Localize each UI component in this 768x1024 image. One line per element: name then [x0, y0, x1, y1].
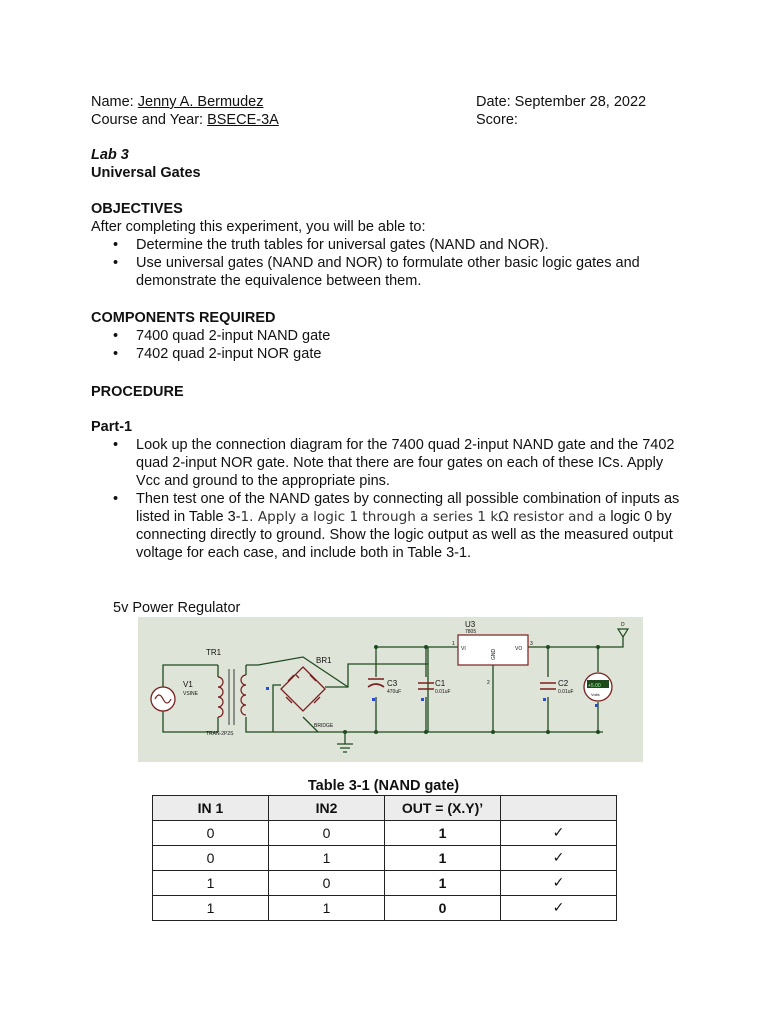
pin-marker	[421, 698, 424, 701]
list-item: • Determine the truth tables for universal gates (NAND and NOR).	[91, 236, 681, 254]
label-u3-part: 7805	[465, 629, 477, 635]
lab-title: Universal Gates	[91, 165, 201, 181]
label-c3-val: 470uF	[387, 689, 402, 695]
list-item: • Use universal gates (NAND and NOR) to formulate other basic logic gates and demonstrate the equivalence between them.	[91, 254, 681, 290]
table-row	[153, 871, 617, 896]
components-list	[91, 327, 681, 363]
label-bridge: BRIDGE	[314, 723, 334, 729]
table-caption: Table 3-1 (NAND gate)	[307, 778, 460, 794]
cell-in2: 1	[269, 846, 385, 871]
nand-truth-table	[152, 795, 617, 921]
junction-dot	[491, 730, 495, 734]
list-item: • 7400 quad 2-input NAND gate	[91, 327, 681, 345]
label-c2-val: 0.01uF	[558, 689, 574, 695]
label-v1: V1	[183, 680, 193, 689]
cell-in1: 1	[153, 896, 269, 921]
student-name: Jenny A. Bermudez	[137, 94, 264, 110]
meter-unit: Volts	[591, 692, 600, 697]
table-row	[153, 896, 617, 921]
cell-in1: 0	[153, 846, 269, 871]
label-tr1: TR1	[206, 648, 222, 657]
check-mark: ✓	[501, 846, 617, 871]
check-mark: ✓	[501, 821, 617, 846]
cell-in1: 1	[153, 871, 269, 896]
junction-dot	[424, 645, 428, 649]
procedure-heading: PROCEDURE	[91, 384, 184, 400]
check-mark: ✓	[501, 871, 617, 896]
course-year: BSECE-3A	[207, 112, 279, 128]
junction-dot	[596, 730, 600, 734]
list-item	[91, 490, 681, 562]
name-label: Name:	[91, 94, 134, 110]
name-line	[91, 93, 264, 111]
list-item: • 7402 quad 2-input NOR gate	[91, 345, 681, 363]
pin-marker	[266, 687, 269, 690]
list-item: • Look up the connection diagram for the 7400 quad 2-input NAND gate and the 7402 quad 2-input NOR gate. Note that there are four gates on each of these ICs. Apply Vcc and ground to the appropriate pins.	[91, 436, 681, 490]
cell-out: 1	[385, 871, 501, 896]
score-text: Score:	[476, 112, 518, 128]
label-gnd: GND	[491, 648, 497, 660]
check-mark: ✓	[501, 896, 617, 921]
label-vo: VO	[515, 646, 523, 652]
cell-out: 1	[385, 846, 501, 871]
cell-in2: 1	[269, 896, 385, 921]
junction-dot	[596, 645, 600, 649]
header-in2: IN2	[269, 796, 385, 821]
pin-marker	[372, 698, 375, 701]
cell-out: 1	[385, 821, 501, 846]
pin-marker	[595, 704, 598, 707]
table-row	[153, 821, 617, 846]
objectives-list	[91, 236, 681, 290]
junction-dot	[374, 645, 378, 649]
label-c3: C3	[387, 679, 398, 688]
junction-dot	[546, 645, 550, 649]
label-br1: BR1	[316, 656, 332, 665]
cell-in1: 0	[153, 821, 269, 846]
table-row	[153, 846, 617, 871]
label-pin2: 2	[487, 680, 490, 686]
objectives-heading: OBJECTIVES	[91, 201, 183, 217]
circuit-caption: 5v Power Regulator	[113, 600, 241, 616]
junction-dot	[343, 730, 347, 734]
course-line	[91, 111, 279, 129]
procedure-text-c: logic 0 by connecting directly to ground. Show the logic output as well as the measured output voltage for each case, and include both in Table 3-1.	[136, 509, 673, 561]
cell-out: 0	[385, 896, 501, 921]
cell-in2: 0	[269, 871, 385, 896]
header-in1: IN 1	[153, 796, 269, 821]
label-pin3: 3	[530, 641, 533, 647]
meter-reading: +5.00	[588, 683, 601, 689]
label-u3: U3	[465, 620, 476, 629]
procedure-text-b: 1. Apply a logic 1 through a series 1 kΩ resistor and a	[240, 509, 607, 525]
junction-dot	[424, 730, 428, 734]
date-text: Date: September 28, 2022	[476, 94, 647, 110]
lab-number: Lab 3	[91, 147, 129, 163]
label-pin1: 1	[452, 641, 455, 647]
part-heading: Part-1	[91, 419, 133, 435]
label-probe: D	[621, 622, 625, 628]
pin-marker	[543, 698, 546, 701]
course-label: Course and Year:	[91, 112, 204, 128]
label-vi: VI	[461, 646, 466, 652]
power-regulator-schematic	[138, 617, 643, 762]
label-v1-sub: VSINE	[183, 691, 199, 697]
procedure-list	[91, 436, 681, 562]
label-tran: TRAN-2P2S	[206, 731, 234, 737]
objectives-intro: After completing this experiment, you will be able to:	[91, 219, 426, 235]
cell-in2: 0	[269, 821, 385, 846]
junction-dot	[374, 730, 378, 734]
procedure-text-a: Then test one of the NAND gates by connecting all possible combination of inputs as listed in Table 3-	[136, 491, 680, 525]
label-c2: C2	[558, 679, 569, 688]
label-c1-val: 0.01uF	[435, 689, 451, 695]
components-heading: COMPONENTS REQUIRED	[91, 310, 276, 326]
junction-dot	[546, 730, 550, 734]
header-check	[501, 796, 617, 821]
table-header-row	[153, 796, 617, 821]
label-c1: C1	[435, 679, 446, 688]
header-out: OUT = (X.Y)’	[385, 796, 501, 821]
